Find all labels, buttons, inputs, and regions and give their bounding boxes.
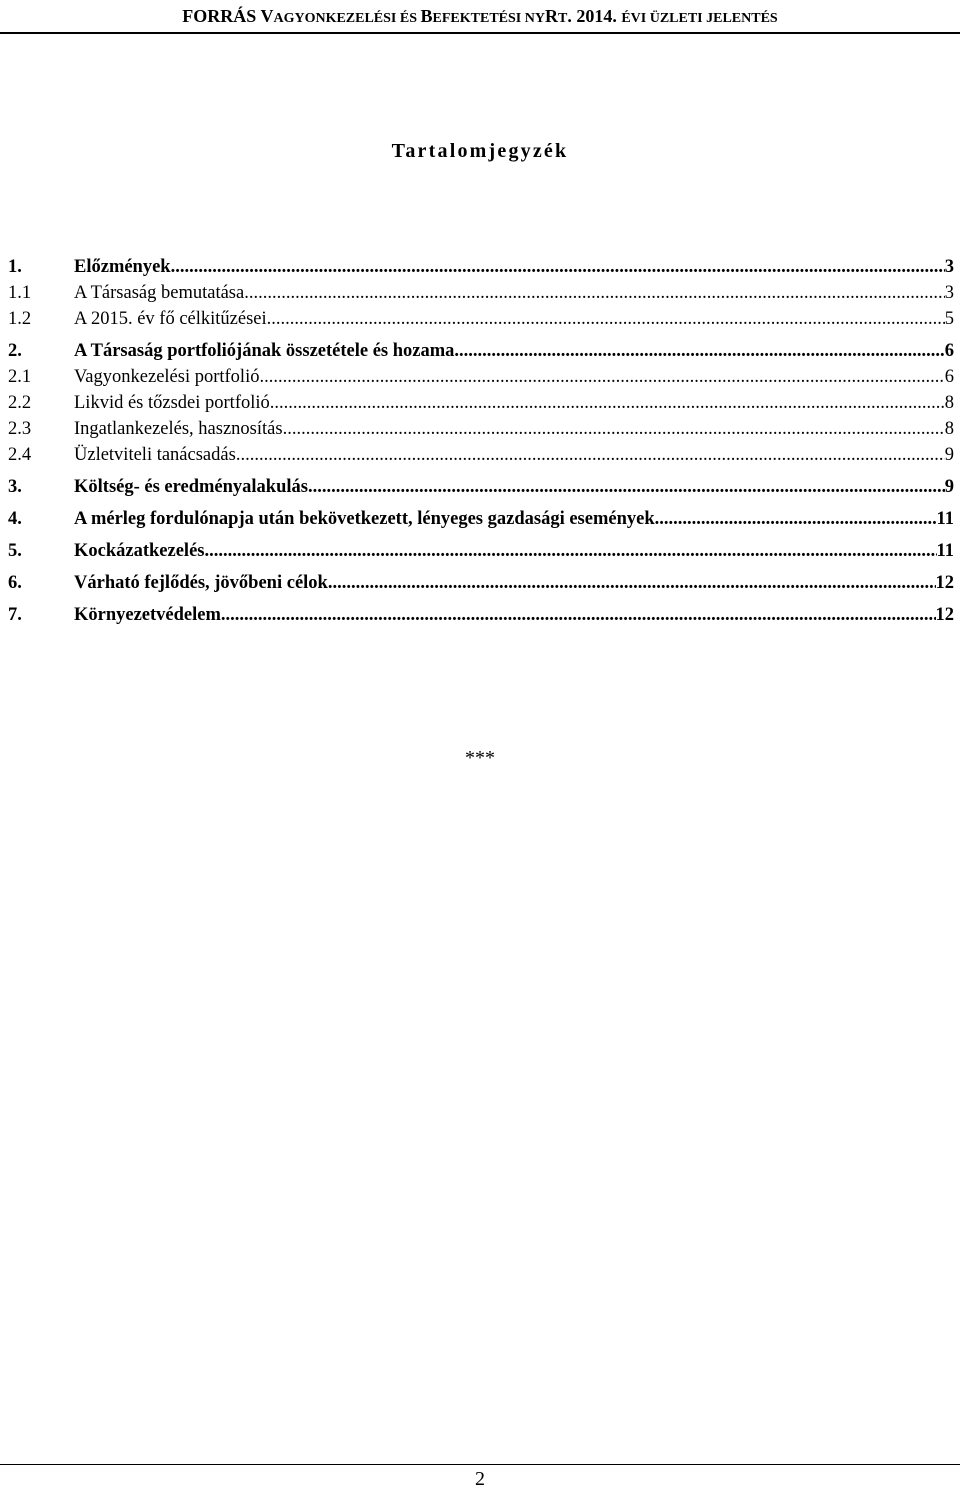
header-segment: ÉVI ÜZLETI JELENTÉS [621, 11, 778, 26]
header-segment: T [557, 11, 568, 26]
toc-entry[interactable] [8, 444, 954, 466]
toc-entry-page: 12 [935, 605, 954, 625]
toc-entry[interactable] [8, 308, 954, 330]
header-segment: R [544, 6, 558, 26]
toc-entry-number: 1.1 [8, 283, 32, 303]
toc-entry[interactable] [8, 508, 954, 530]
toc-leader-dots [221, 604, 936, 626]
toc-title: Tartalomjegyzék [391, 140, 569, 162]
toc-entry-title: Kockázatkezelés [74, 541, 205, 561]
toc-entry-number: 3. [8, 477, 22, 497]
toc-leader-dots [259, 366, 944, 388]
toc-entry-page: 5 [944, 309, 954, 329]
footer-rule [0, 1464, 960, 1465]
header-segment: B [420, 6, 433, 26]
toc-leader-dots [283, 418, 945, 440]
toc-entry-title: A Társaság bemutatása [74, 283, 245, 303]
toc-entry-title: Vagyonkezelési portfolió [74, 367, 260, 387]
toc-entry-number: 5. [8, 541, 22, 561]
toc-leader-dots [236, 444, 945, 466]
toc-entry-number: 1. [8, 257, 22, 277]
toc-entry-title: Környezetvédelem [74, 605, 221, 625]
toc-leader-dots [308, 476, 945, 498]
toc-entry-number: 6. [8, 573, 22, 593]
toc-entry-page: 3 [944, 257, 954, 277]
toc-entry-number: 4. [8, 509, 22, 529]
toc-entry-page: 9 [944, 477, 954, 497]
toc-entry-page: 11 [936, 509, 954, 529]
toc-entry-number: 2.1 [8, 367, 32, 387]
toc-leader-dots [171, 256, 945, 278]
toc-entry[interactable] [8, 392, 954, 414]
section-separator: *** [465, 747, 495, 769]
toc-entry-title: Ingatlankezelés, hasznosítás [74, 419, 283, 439]
header-segment: . 2014. [567, 6, 622, 26]
toc-entry-page: 8 [944, 393, 954, 413]
toc-entry-title: Üzletviteli tanácsadás [74, 445, 236, 465]
toc-entry-number: 1.2 [8, 309, 32, 329]
toc-leader-dots [328, 572, 936, 594]
toc-entry[interactable] [8, 366, 954, 388]
toc-entry-title: Előzmények [74, 257, 171, 277]
toc-entry-number: 2. [8, 341, 22, 361]
header-segment: FORRÁS V [182, 6, 274, 26]
toc-entry[interactable] [8, 476, 954, 498]
toc-entry-page: 6 [944, 367, 954, 387]
toc-entry-page: 6 [944, 341, 954, 361]
header-segment: EFEKTETÉSI NY [432, 11, 545, 26]
table-of-contents [8, 256, 954, 626]
toc-entry[interactable] [8, 282, 954, 304]
toc-entry-title: Likvid és tőzsdei portfolió [74, 393, 270, 413]
toc-entry[interactable] [8, 340, 954, 362]
toc-entry[interactable] [8, 604, 954, 626]
toc-entry-page: 3 [944, 283, 954, 303]
header-segment: AGYONKEZELÉSI ÉS [273, 11, 421, 26]
toc-entry-number: 7. [8, 605, 22, 625]
toc-entry-page: 12 [935, 573, 954, 593]
toc-leader-dots [244, 282, 945, 304]
toc-entry-page: 9 [944, 445, 954, 465]
toc-entry-title: A Társaság portfoliójának összetétele és hozama [74, 341, 455, 361]
toc-entry-title: A mérleg fordulónapja után bekövetkezett, lényeges gazdasági események [74, 509, 655, 529]
toc-entry[interactable] [8, 540, 954, 562]
toc-entry[interactable] [8, 256, 954, 278]
page-number: 2 [475, 1468, 485, 1490]
toc-leader-dots [205, 540, 937, 562]
toc-entry-number: 2.4 [8, 445, 32, 465]
toc-leader-dots [270, 392, 945, 414]
toc-entry-number: 2.3 [8, 419, 32, 439]
toc-leader-dots [655, 508, 937, 530]
toc-entry[interactable] [8, 572, 954, 594]
toc-leader-dots [454, 340, 944, 362]
toc-entry-title: Költség- és eredményalakulás [74, 477, 308, 497]
toc-entry-page: 8 [944, 419, 954, 439]
toc-entry-page: 11 [936, 541, 954, 561]
toc-entry-title: A 2015. év fő célkitűzései [74, 309, 267, 329]
toc-leader-dots [267, 308, 945, 330]
running-header [0, 0, 960, 34]
toc-entry-title: Várható fejlődés, jövőbeni célok [74, 573, 328, 593]
toc-entry-number: 2.2 [8, 393, 32, 413]
toc-entry[interactable] [8, 418, 954, 440]
